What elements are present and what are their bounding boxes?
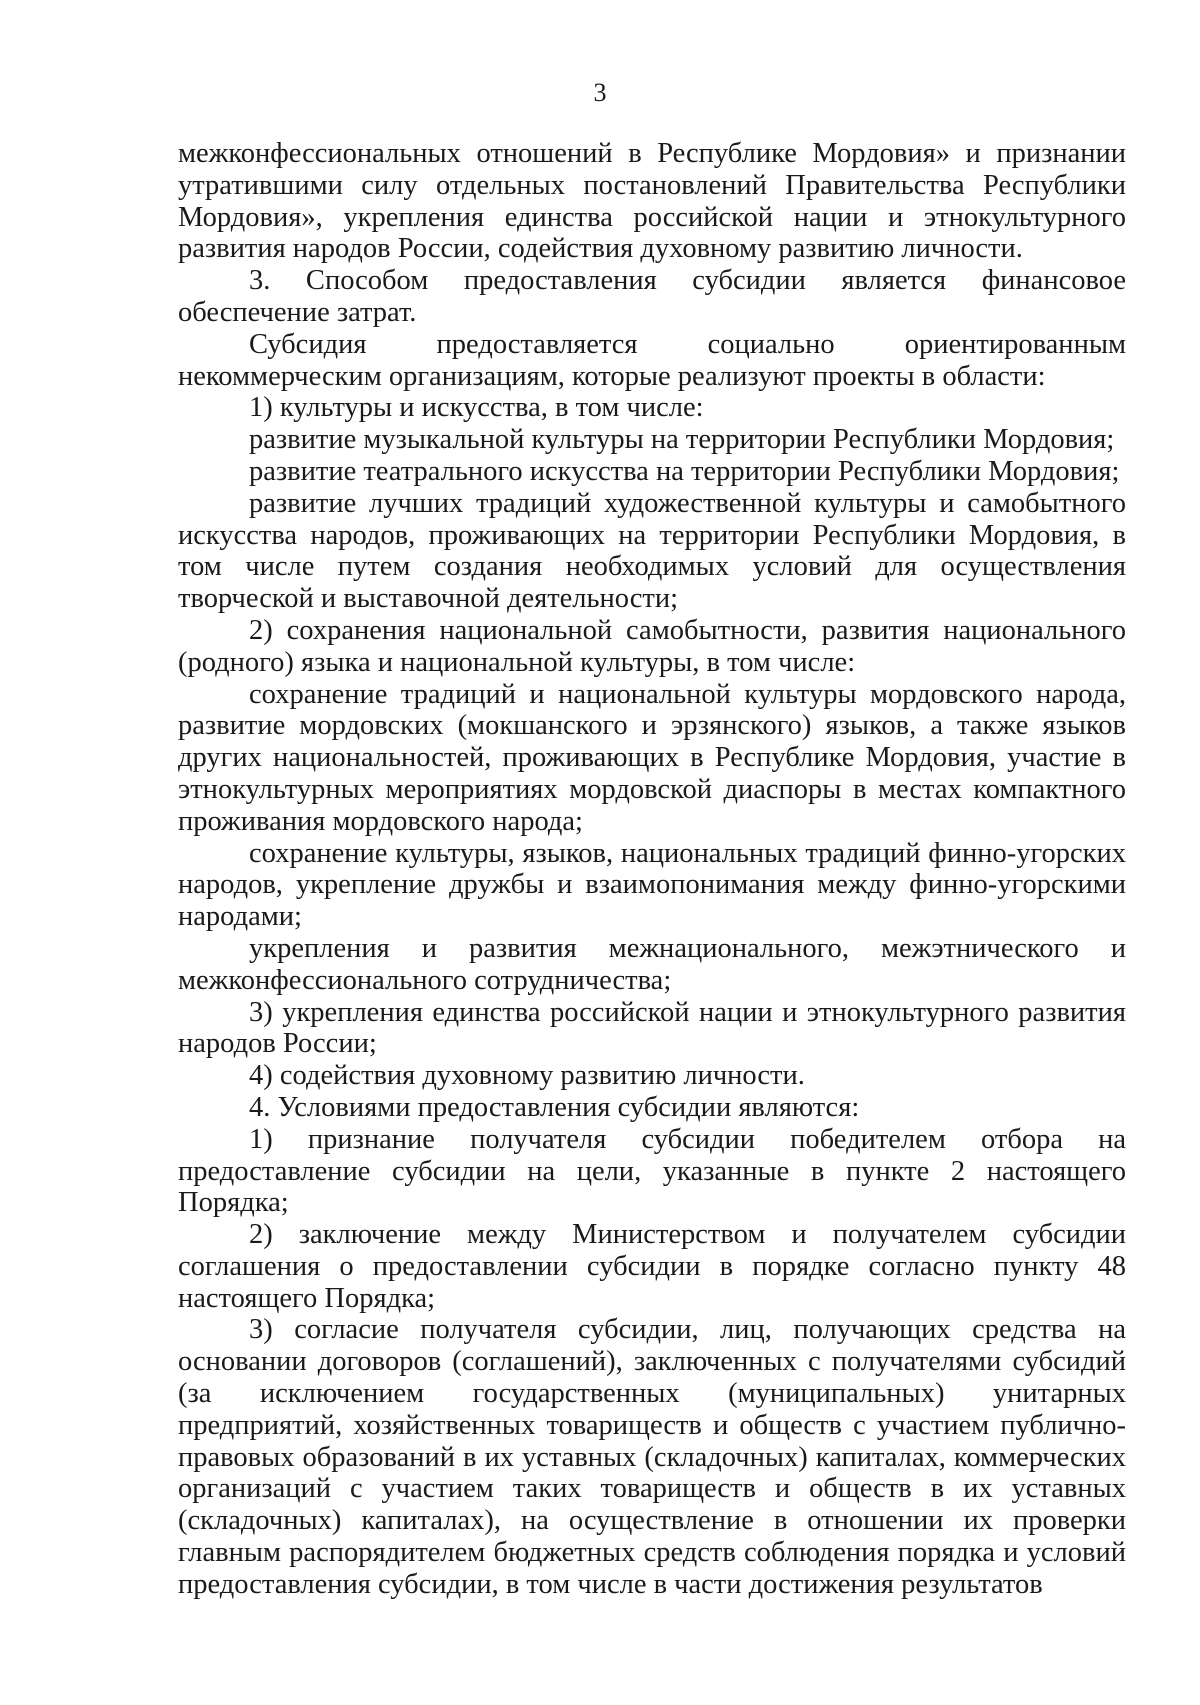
paragraph: 1) признание получателя субсидии победителем отбора на предоставление субсидии на цели, указанные в пункте 2 настоящего Порядка; (178, 1123, 1126, 1219)
paragraph: 3. Способом предоставления субсидии является финансовое обеспечение затрат. (178, 265, 1126, 328)
paragraph: 1) культуры и искусства, в том числе: (249, 392, 704, 424)
paragraph: развитие музыкальной культуры на территории Республики Мордовия; (249, 424, 1115, 456)
paragraph: сохранение традиций и национальной культуры мордовского народа, развитие мордовских (мокшанского и эрзянского) языков, а также языков других национальностей, проживающих в Республике Мордовия, участие в этнокультурных мероприятиях мордовской диаспоры в местах компактного проживания мордовского народа; (178, 678, 1126, 837)
paragraph: укрепления и развития межнационального, межэтнического и межконфессионального сотрудничества; (178, 932, 1126, 996)
body-text (178, 138, 1126, 1601)
paragraph: развитие лучших традиций художественной культуры и самобытного искусства народов, проживающих на территории Республики Мордовия, в том числе путем создания необходимых условий для осуществления творческой и выставочной деятельности; (178, 487, 1126, 615)
paragraph: 4. Условиями предоставления субсидии являются: (249, 1091, 860, 1123)
paragraph: 4) содействия духовному развитию личности. (249, 1060, 805, 1092)
paragraph: сохранение культуры, языков, национальных традиций финно-угорских народов, укрепление дружбы и взаимопонимания между финно-угорскими народами; (178, 837, 1126, 933)
paragraph: 3) согласие получателя субсидии, лиц, получающих средства на основании договоров (соглашений), заключенных с получателями субсидий (за исключением государственных (муниципальных) унитарных предприятий, хозяйственных товариществ и обществ с участием публично-правовых образований в их уставных (складочных) капиталах, коммерческих организаций с участием таких товариществ и обществ в их уставных (складочных) капиталах), на осуществление в отношении их проверки главным распорядителем бюджетных средств соблюдения порядка и условий предоставления субсидии, в том числе в части достижения результатов (178, 1314, 1126, 1600)
paragraph: 2) заключение между Министерством и получателем субсидии соглашения о предоставлении субсидии в порядке согласно пункту 48 настоящего Порядка; (178, 1219, 1126, 1314)
paragraph: 2) сохранения национальной самобытности, развития национального (родного) языка и национальной культуры, в том числе: (178, 614, 1126, 678)
paragraph: 3) укрепления единства российской нации и этнокультурного развития народов России; (178, 996, 1126, 1060)
paragraph: межконфессиональных отношений в Республике Мордовия» и признании утратившими силу отдельных постановлений Правительства Республики Мордовия», укрепления единства российской нации и этнокультурного развития народов России, содействия духовному развитию личности. (178, 138, 1126, 265)
paragraph: развитие театрального искусства на территории Республики Мордовия; (249, 455, 1120, 487)
page-number: 3 (593, 78, 607, 107)
paragraph: Субсидия предоставляется социально ориентированным некоммерческим организациям, которые реализуют проекты в области: (178, 328, 1126, 392)
